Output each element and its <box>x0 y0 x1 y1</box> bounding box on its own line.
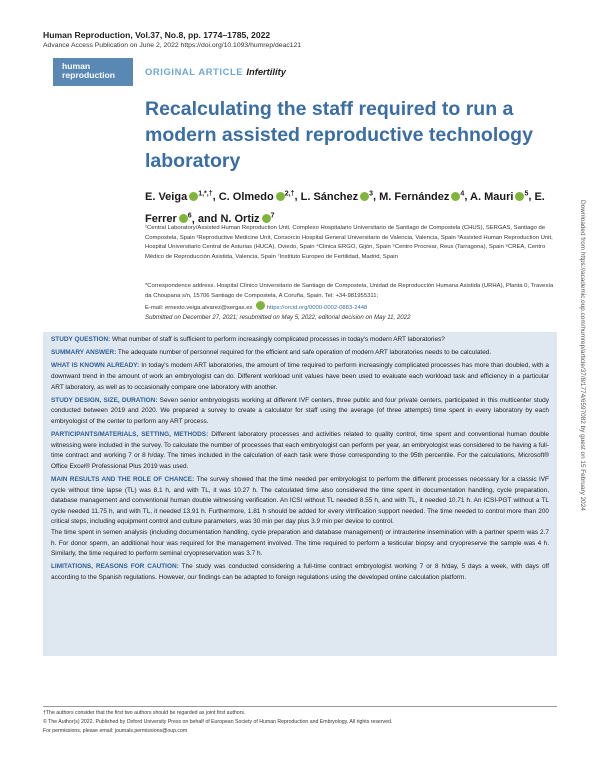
footnote: © The Author(s) 2022. Published by Oxford University Press on behalf of European Society of Human Reproduction and Embryology. All rights reserved. <box>43 719 393 725</box>
orcid-icon[interactable] <box>276 192 285 201</box>
article-type <box>145 66 286 77</box>
journal-citation: Human Reproduction, Vol.37, No.8, pp. 1774–1785, 2022 <box>43 30 271 40</box>
orcid-link[interactable]: https://orcid.org/0000-0002-0883-2448 <box>266 305 368 312</box>
orcid-icon[interactable] <box>189 192 198 201</box>
author[interactable]: C. Olmedo $^{2,\dagger}$ <box>218 190 295 203</box>
section-label: ORIGINAL ARTICLE <box>145 66 244 77</box>
orcid-icon[interactable] <box>256 301 265 310</box>
orcid-icon[interactable] <box>360 192 369 201</box>
abstract-paragraph: MAIN RESULTS AND THE ROLE OF CHANCE: The survey showed that the time needed per embryologist to perform the different processes necessary for a classic IVF cycle without time lapse (TL) was 8.1 h, and with TL, it was 10.27 h. The calculated time also considered the time spent in documentation handling, cycle preparation, database management and conventional human double witnessing verification. An ICSI without TL needed 8.55 h, and with TL, it needed 10.71 h. An ICSI-PGT without a TL cycle needed 11.75 h, and with TL, it needed 13.91 h. Furthermore, 1.81 h should be added for every vitrification support needed. The time needed to control more than 200 critical steps, including equipment control and culture parameters, was 30 min per day plus 3.9 min per device to control. <box>51 476 549 526</box>
affiliations: ¹Central Laboratory/Assisted Human Reproduction Unit, Complexo Hospitalario Universitario de Santiago de Compostela (CHUS), SERGAS, Santiago de Compostela, Spain ²Reproductive Medicine Unit, Consorcio Hospital General Universitario de Valencia, Valencia, Spain ³Assisted Human Reproduction Unit, Hospital Universitario Central de Asturias (HUCA), Oviedo, Spain ⁴Clinica ERGO, Gijón, Spain ⁵Centro Procrear, Reus (Tarragona), Spain ⁶CREA, Centro Médico de Reproducción Asistida, Valencia, Spain ⁷Instituto Europeo de Fertilidad, Madrid, Spain <box>145 225 553 260</box>
orcid-icon[interactable] <box>262 214 271 223</box>
section-topic: Infertility <box>246 66 286 77</box>
email-link[interactable]: E-mail: ernesto.veiga.alvarez@sergas.es <box>145 305 253 312</box>
author[interactable]: M. Fernández $^4$ <box>379 190 465 203</box>
running-header <box>43 30 563 49</box>
abstract-paragraph: PARTICIPANTS/MATERIALS, SETTING, METHODS: Different laboratory processes and activities related to quality control, time spent and conventional human double witnessing were included in the survey. To calculate the number of processes that each embryologist can perform per year, an embryologist was considered to be having a full-time contract and working 7 or 8 h/day. The times included in the calculation of each task were those corresponding to the 95th percentile. For the calculations, Microsoft® Office Excel® Professional Plus 2019 was used. <box>51 431 549 470</box>
footnote[interactable]: For permissions, please email: journals.permissions@oup.com <box>43 728 188 734</box>
author[interactable]: E. Veiga $^{1,*,\dagger}$ <box>145 190 213 203</box>
abstract-paragraph: STUDY QUESTION: What number of staff is sufficient to perform increasingly complicated processes in today's modern ART laboratories? <box>51 336 445 343</box>
abstract-paragraph: LIMITATIONS, REASONS FOR CAUTION: The study was conducted considering a full-time contract embryologist working 7 or 8 h/day, 5 days a week, with days off according to the Spanish regulations. However, our findings can be adapted to foreign regulations using the developed online calculation platform. <box>51 563 549 582</box>
abstract-paragraph: WHAT IS KNOWN ALREADY: In today's modern ART laboratories, the amount of time required to perform increasingly complicated processes has more than doubled, with a downward trend in the amount of work an embryologist can do. Different workload unit values have been used to evaluate each workload task and efficiency in a particular ART laboratory, as well as to occasionally compare one laboratory with another. <box>51 362 549 391</box>
submission-history: Submitted on December 27, 2021; resubmitted on May 5, 2022; editorial decision on May 11, 2022 <box>145 314 411 321</box>
abstract-paragraph: STUDY DESIGN, SIZE, DURATION: Seven senior embryologists working at different IVF centers, three public and four private centers, participated in this multicenter study conducted between 2019 and 2020. We prepared a survey to create a calculator for staff using the average (of three attempts) time spent in every laboratory by each embryologist of the center to perform any ART process. <box>51 396 549 425</box>
author[interactable]: and N. Ortiz $^7$ <box>197 212 275 226</box>
author[interactable]: A. Mauri $^5$ <box>470 190 529 203</box>
download-watermark: Downloaded from https://academic.oup.com/humrep/article/37/8/1774/6597082 by guest on 15 February 2024 <box>579 200 586 511</box>
footnotes <box>43 706 557 736</box>
author[interactable]: E. Ferrer $^6$ <box>145 190 545 226</box>
advance-access-line[interactable]: Advance Access Publication on June 2, 2022 https://doi.org/10.1093/humrep/deac121 <box>43 42 302 49</box>
footnote: †The authors consider that the first two authors should be regarded as joint first authors. <box>43 710 246 716</box>
author-list: E. Veiga $^{1,*,\dagger}$, C. Olmedo $^{2,\dagger}$, L. Sánchez $^3$, M. Fernández $^4$, A. Mauri $^5$, E. Ferrer $^6$, and N. Ortiz $^7$ <box>145 190 545 226</box>
author[interactable]: L. Sánchez $^3$ <box>300 190 373 203</box>
abstract-paragraph: The time spent in semen analysis (including documentation handling, cycle preparation and database management) or intrauterine insemination with a partner sperm was 2.7 h. For donor sperm, an additional hour was required for the management involved. The time required to perform a testicular biopsy and cryopreserve the sample was 4 h. Similarly, the time required to perform seminal cryopreservation was 3.7 h. <box>51 529 549 558</box>
abstract-paragraph: SUMMARY ANSWER: The adequate number of personnel required for the efficient and safe operation of modern ART laboratories needs to be calculated. <box>51 349 492 357</box>
article-title: Recalculating the staff required to run a modern assisted reproductive technology laboratory <box>145 98 533 172</box>
structured-abstract <box>43 332 557 656</box>
journal-logo: human reproduction <box>53 58 133 86</box>
orcid-icon[interactable] <box>179 214 188 223</box>
correspondence: *Correspondence address. Hospital Clínico Universitario de Santiago de Compostela, Unidad de Reproducción Humana Asistida (URHA), Planta 0, Travesía da Choupana s/n, 15706 Santiago de Compostela, A Coruña, Spain. Tel: +34-981955311; E-mail: ernesto.veiga.alvarez@sergas.es https://orcid.org/0000-0002-0883-2448 <box>145 283 554 312</box>
